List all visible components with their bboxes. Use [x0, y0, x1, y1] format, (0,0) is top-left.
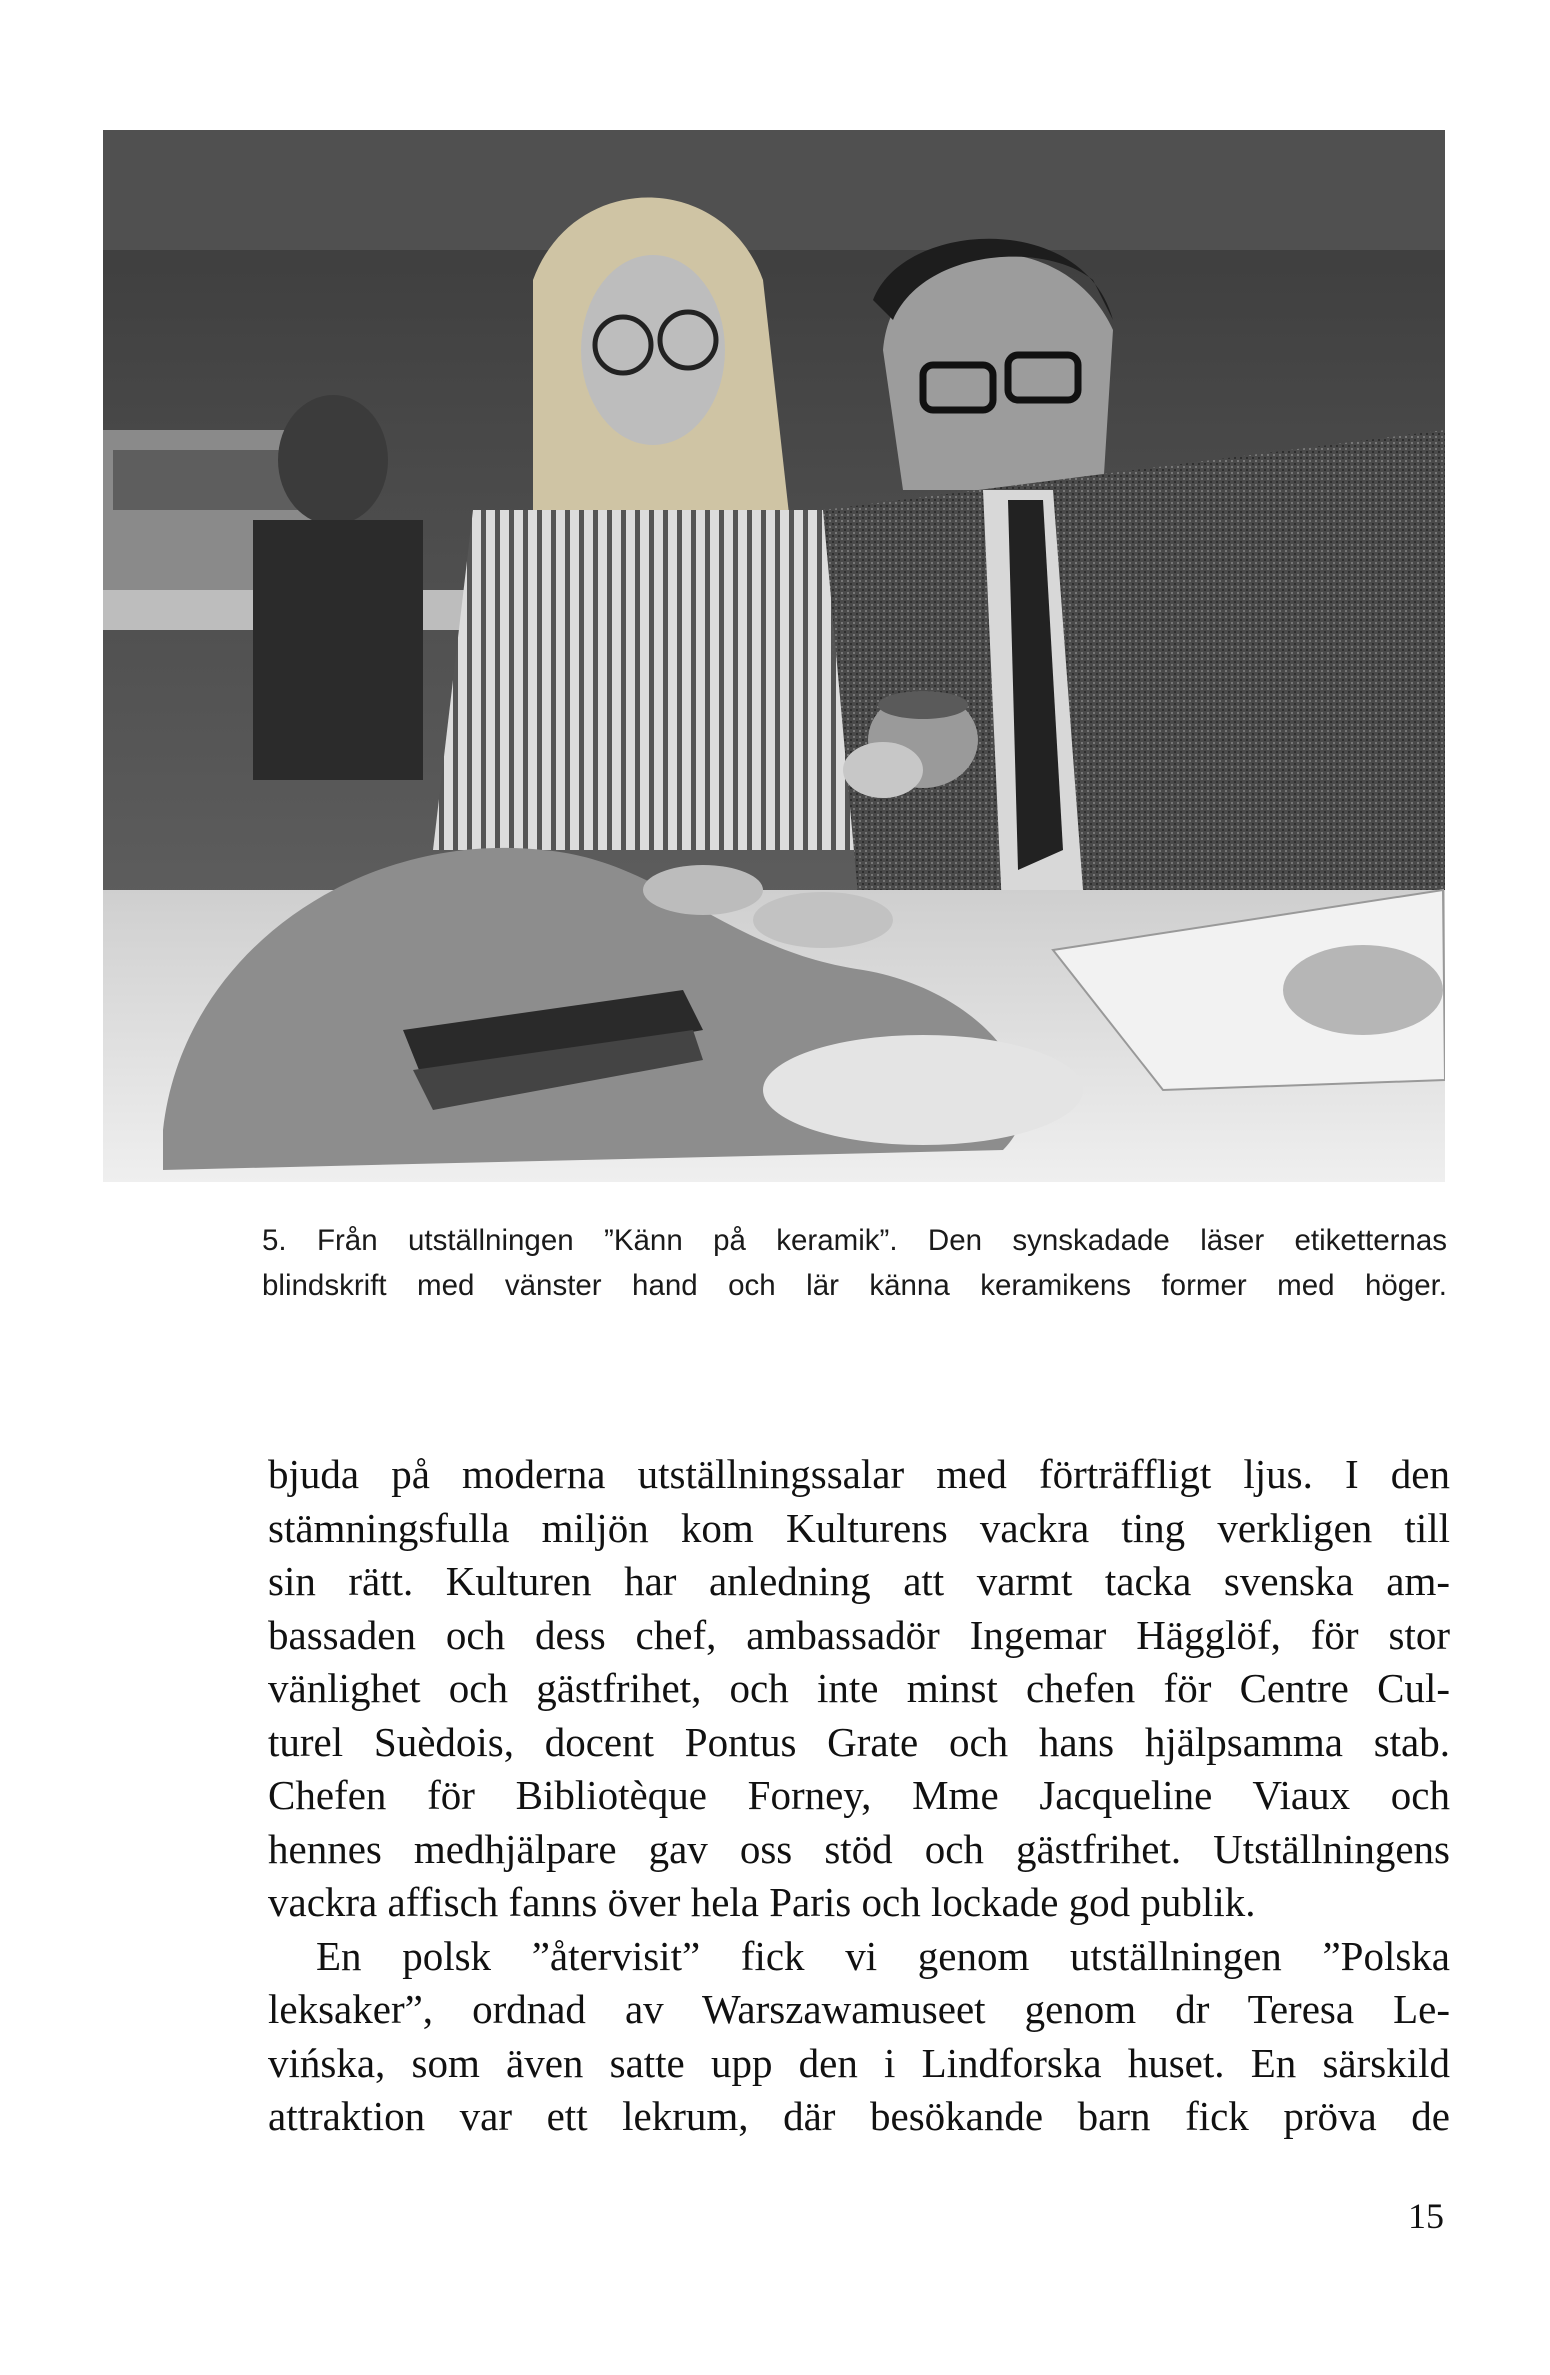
text-line: stämningsfulla miljön kom Kulturens vackra ting verkligen till — [268, 1504, 1450, 1551]
text-line: sin rätt. Kulturen har anledning att varmt tacka svenska am- — [268, 1558, 1450, 1604]
text-line: vänlighet och gästfrihet, och inte minst chefen för Centre Cul- — [268, 1665, 1450, 1711]
text-line: bjuda på moderna utställningssalar med förträffligt ljus. I den — [268, 1451, 1450, 1497]
text-line: bassaden och dess chef, ambassadör Ingemar Hägglöf, för stor — [268, 1611, 1450, 1658]
exhibition-photo — [103, 130, 1445, 1182]
photo-icon — [103, 130, 1445, 1182]
figure-caption — [262, 1218, 1447, 1308]
caption-line: blindskrift med vänster hand och lär känna keramikens former med höger. — [262, 1269, 1447, 1302]
text-line: turel Suèdois, docent Pontus Grate och hans hjälpsamma stab. — [268, 1718, 1450, 1765]
text-line: vińska, som även satte upp den i Lindforska huset. En särskild — [268, 2039, 1450, 2086]
text-line: leksaker”, ordnad av Warszawamuseet genom dr Teresa Le- — [268, 1986, 1450, 2032]
text-line: vackra affisch fanns över hela Paris och lockade god publik. — [268, 1879, 1256, 1925]
text-line: En polsk ”återvisit” fick vi genom utställningen ”Polska — [316, 1932, 1450, 1979]
page-number: 15 — [1408, 2196, 1444, 2236]
caption-line: 5. Från utställningen ”Känn på keramik”. Den synskadade läser etiketternas — [262, 1224, 1447, 1257]
text-line: hennes medhjälpare gav oss stöd och gästfrihet. Utställningens — [268, 1825, 1450, 1872]
text-line: Chefen för Bibliotèque Forney, Mme Jacqueline Viaux och — [268, 1772, 1450, 1818]
body-text — [268, 1448, 1450, 2144]
text-line: attraktion var ett lekrum, där besökande barn fick pröva de — [268, 2093, 1450, 2139]
